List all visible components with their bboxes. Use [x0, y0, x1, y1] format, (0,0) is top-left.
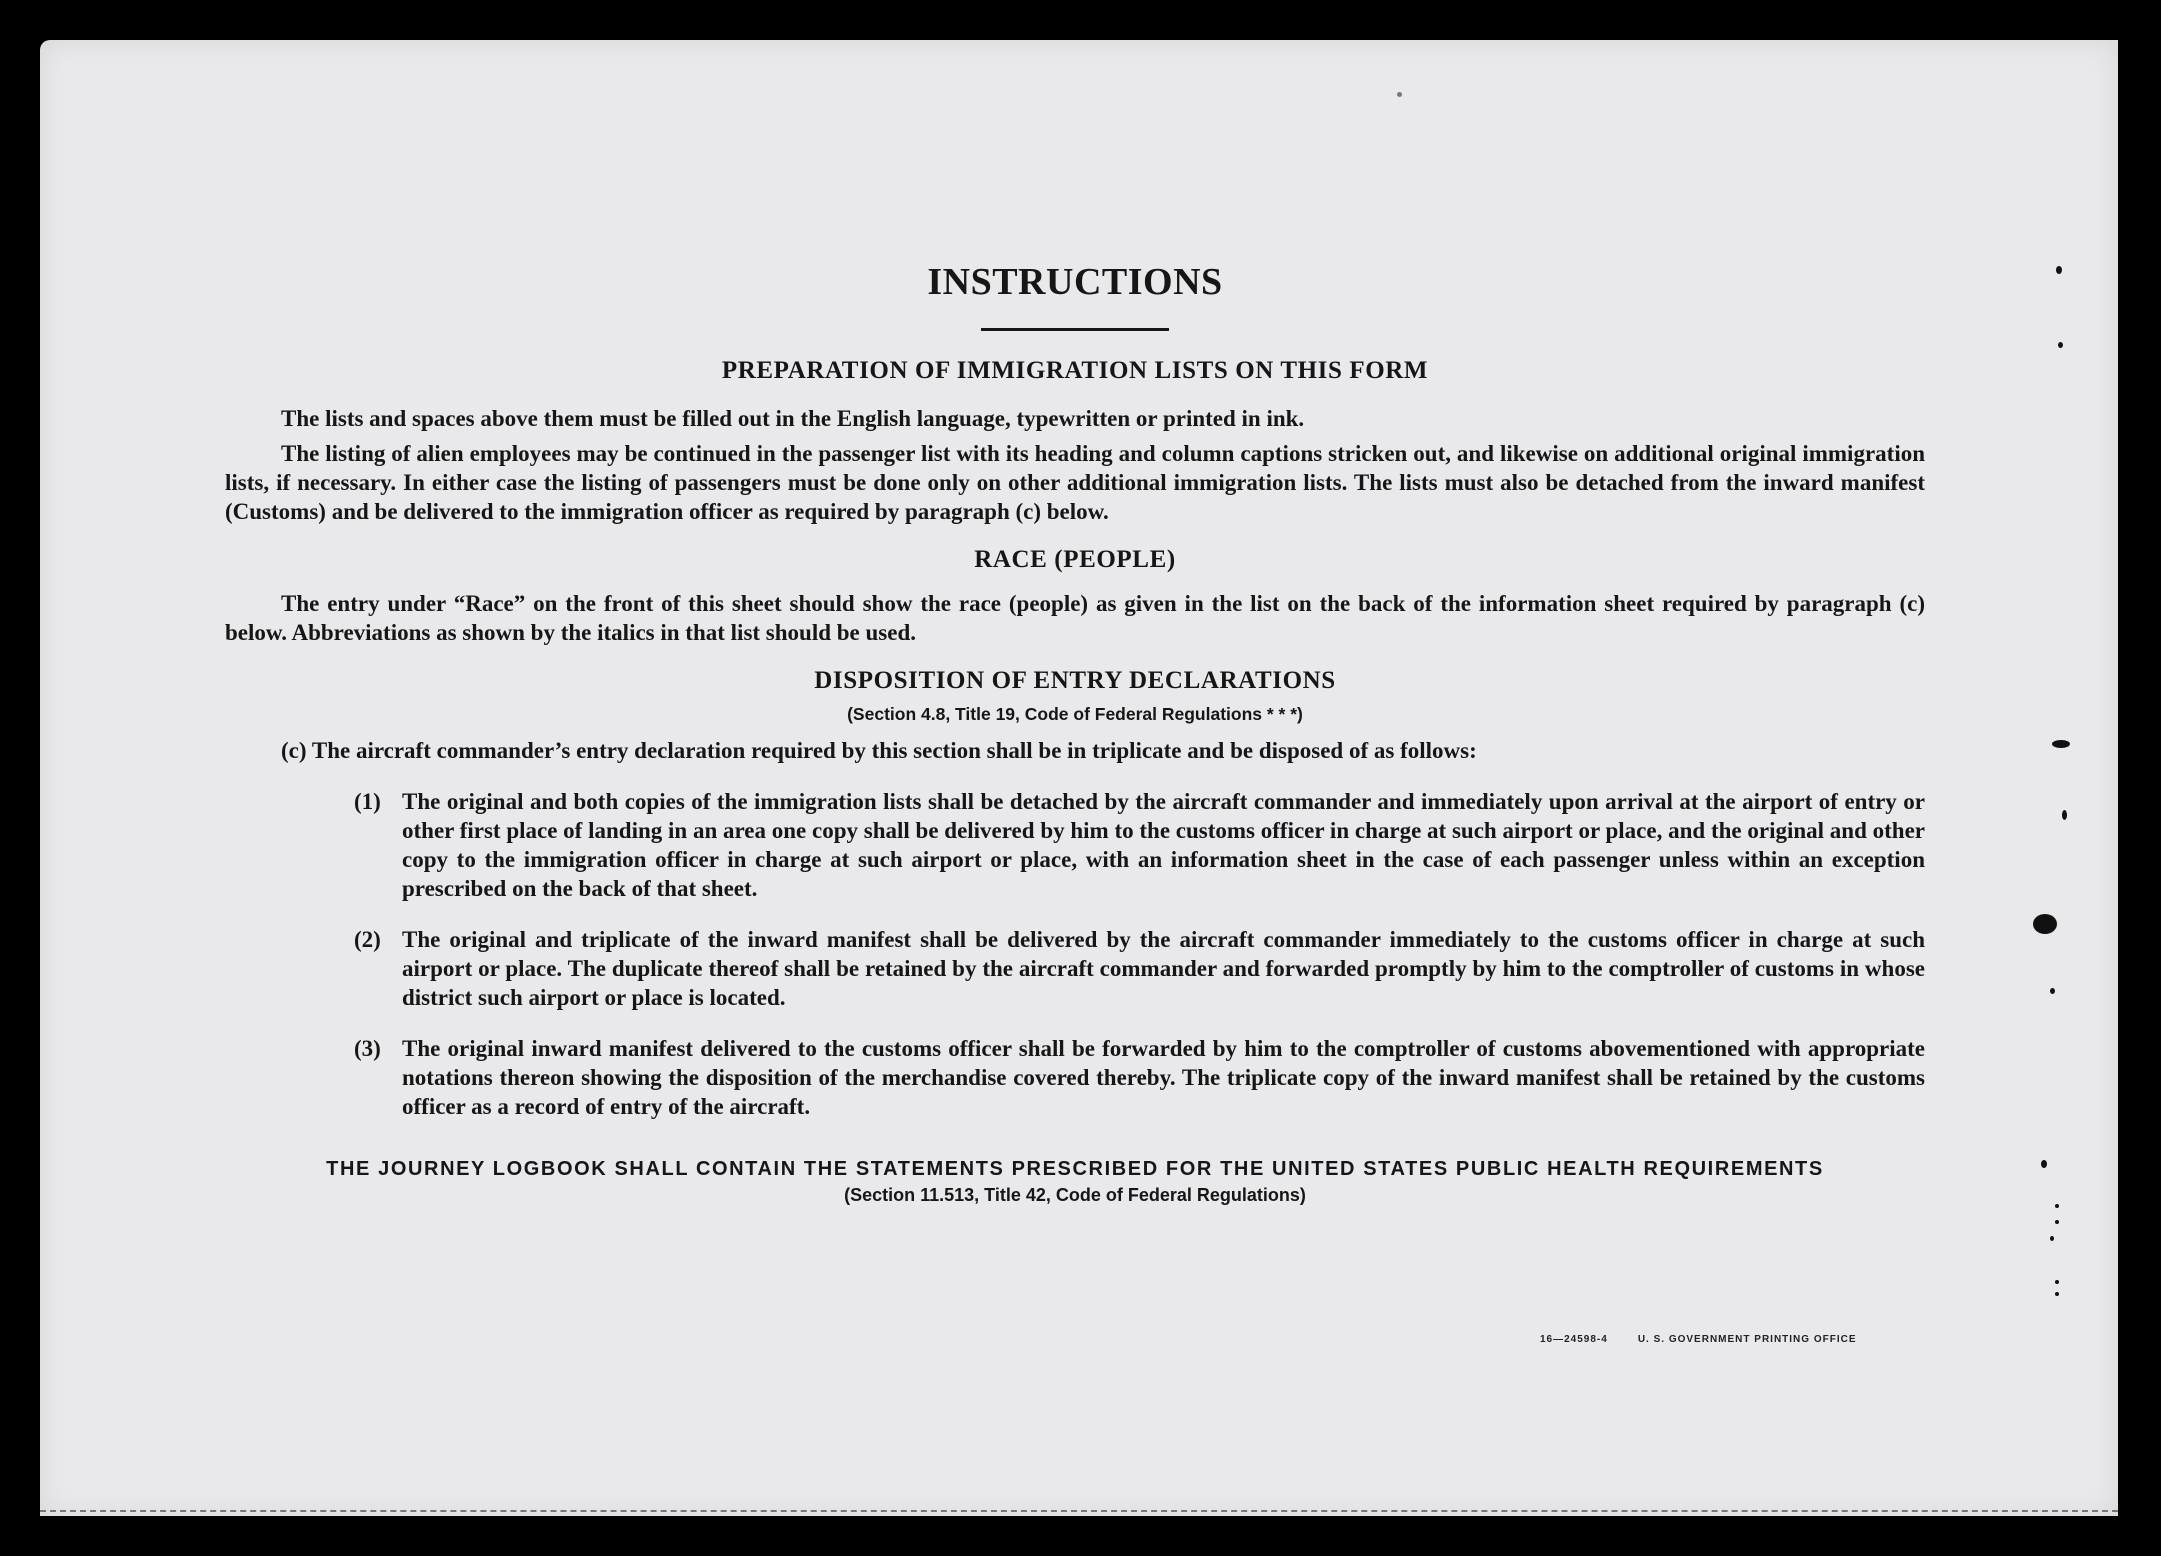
disposition-item-1: [225, 787, 1925, 903]
disposition-item-3: [225, 1034, 1925, 1121]
page-title: INSTRUCTIONS: [927, 261, 1223, 303]
form-code: 16—24598-4: [1540, 1334, 1608, 1345]
scan-artifact: [2056, 266, 2062, 274]
scan-artifact: [2041, 1160, 2047, 1168]
scan-artifact: [2055, 1220, 2059, 1224]
scan-artifact: [2050, 988, 2055, 994]
scan-artifact: [2055, 1292, 2059, 1296]
title-rule: [981, 328, 1169, 331]
preparation-paragraph-2: The listing of alien employees may be continued in the passenger list with its heading and column captions stricken out, and likewise on additional original immigration lists, if necessary. In either case the listing of passengers must be done only on other additional immigration lists. The lists must also be detached from the inward manifest (Customs) and be delivered to the immigration officer as required by paragraph (c) below.: [225, 440, 1925, 524]
disposition-heading: DISPOSITION OF ENTRY DECLARATIONS: [814, 667, 1336, 695]
health-requirements-statement: THE JOURNEY LOGBOOK SHALL CONTAIN THE STATEMENTS PRESCRIBED FOR THE UNITED STATES PUBLIC HEALTH REQUIREMENTS: [326, 1158, 1824, 1181]
item-number: (2): [354, 927, 381, 953]
printer-imprint: [1540, 1334, 1887, 1345]
item-text: The original and both copies of the immigration lists shall be detached by the aircraft commander and immediately upon arrival at the airport of entry or other first place of landing in an area one copy shall be delivered by him to the customs officer in charge at such airport or place, and the original and other copy to the immigration officer in charge at such airport or place, with an information sheet in the case of each passenger unless within an exception prescribed on the back of that sheet.: [402, 789, 1925, 902]
scan-artifact: [2055, 1280, 2059, 1284]
disposition-item-2: [225, 925, 1925, 1012]
scan-artifact: [2050, 1236, 2054, 1241]
document-page: [40, 40, 2118, 1516]
scan-artifact: [2033, 914, 2057, 934]
item-number: (3): [354, 1036, 381, 1062]
page-bottom-edge: [40, 1510, 2118, 1512]
printing-office: U. S. GOVERNMENT PRINTING OFFICE: [1637, 1334, 1857, 1345]
scan-artifact: [1397, 92, 1402, 97]
item-text: The original and triplicate of the inward manifest shall be delivered by the aircraft commander immediately to the customs officer in charge at such airport or place. The duplicate thereof shall be retained by the aircraft commander and forwarded promptly by him to the comptroller of customs in whose district such airport or place is located.: [402, 927, 1925, 1011]
disposition-intro: (c) The aircraft commander’s entry declaration required by this section shall be in triplicate and be disposed of as follows:: [281, 738, 1477, 764]
health-requirements-citation: (Section 11.513, Title 42, Code of Federal Regulations): [844, 1185, 1306, 1206]
race-paragraph: The entry under “Race” on the front of this sheet should show the race (people) as given in the list on the back of the information sheet required by paragraph (c) below. Abbreviations as shown by the italics in that list should be used.: [225, 591, 1925, 646]
scan-artifact: [2055, 1204, 2059, 1208]
race-heading: RACE (PEOPLE): [974, 545, 1176, 573]
preparation-paragraph-1: The lists and spaces above them must be filled out in the English language, typewritten or printed in ink.: [281, 405, 1305, 431]
instructions-content: [225, 260, 1925, 1206]
item-number: (1): [354, 789, 381, 815]
preparation-heading: PREPARATION OF IMMIGRATION LISTS ON THIS FORM: [721, 356, 1429, 384]
disposition-citation: (Section 4.8, Title 19, Code of Federal Regulations * * *): [847, 704, 1303, 725]
scan-artifact: [2062, 810, 2067, 820]
item-text: The original inward manifest delivered to the customs officer shall be forwarded by him to the comptroller of customs abovementioned with appropriate notations thereon showing the disposition of the merchandise covered thereby. The triplicate copy of the inward manifest shall be retained by the customs officer as a record of entry of the aircraft.: [402, 1036, 1925, 1120]
scan-artifact: [2052, 740, 2070, 748]
scan-artifact: [2058, 342, 2063, 348]
